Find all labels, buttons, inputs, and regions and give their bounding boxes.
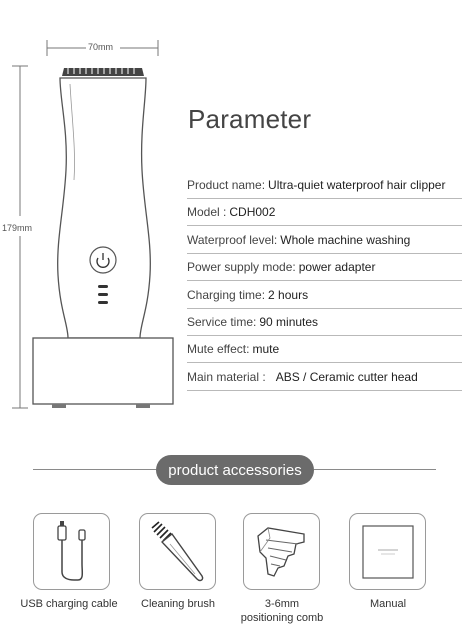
accessories-divider-left xyxy=(33,469,156,470)
param-label: Main material : xyxy=(187,370,266,384)
positioning-comb-icon xyxy=(244,514,319,589)
param-row-waterproof-level xyxy=(187,227,462,254)
hair-clipper-illustration xyxy=(28,60,178,412)
height-label: 179mm xyxy=(2,223,33,233)
param-label: Power supply mode: xyxy=(187,260,296,274)
param-label: Product name: xyxy=(187,178,266,192)
param-value: ABS / Ceramic cutter head xyxy=(275,370,418,384)
param-value: power adapter xyxy=(298,260,376,274)
param-value: 2 hours xyxy=(268,288,309,302)
param-label: Waterproof level: xyxy=(187,233,278,247)
accessory-cleaning-brush-label: Cleaning brush xyxy=(141,598,215,610)
param-value: CDH002 xyxy=(229,205,276,219)
width-label: 70mm xyxy=(88,42,114,52)
param-row-main-material xyxy=(187,364,462,391)
parameter-title: Parameter xyxy=(188,104,312,134)
cleaning-brush-icon xyxy=(140,514,215,589)
accessory-manual xyxy=(349,513,426,590)
accessory-manual-label: Manual xyxy=(369,598,407,610)
accessory-positioning-comb-label xyxy=(232,597,332,625)
usb-cable-icon xyxy=(34,514,109,589)
param-value: Whole machine washing xyxy=(280,233,411,247)
param-row-model xyxy=(187,199,462,226)
param-row-charging-time xyxy=(187,282,462,309)
param-label: Charging time: xyxy=(187,288,266,302)
param-row-power-supply xyxy=(187,254,462,281)
param-row-mute-effect xyxy=(187,336,462,363)
param-label: Mute effect: xyxy=(187,342,250,356)
accessory-positioning-comb xyxy=(243,513,320,590)
accessory-usb-cable xyxy=(33,513,110,590)
accessory-usb-cable-label: USB charging cable xyxy=(20,598,118,610)
comb-size-label: 3-6mm xyxy=(264,598,300,610)
param-label: Model : xyxy=(187,205,227,219)
param-value: mute xyxy=(252,342,280,356)
param-label: Service time: xyxy=(187,315,257,329)
manual-icon xyxy=(350,514,425,589)
param-row-service-time xyxy=(187,309,462,336)
param-value: 90 minutes xyxy=(259,315,319,329)
accessory-cleaning-brush xyxy=(139,513,216,590)
comb-name-label: positioning comb xyxy=(240,612,324,624)
height-dimension-line xyxy=(10,60,30,412)
accessories-title: product accessories xyxy=(156,455,314,485)
accessories-divider-right xyxy=(314,469,436,470)
param-value: Ultra-quiet waterproof hair clipper xyxy=(268,178,446,192)
param-row-product-name xyxy=(187,172,462,199)
